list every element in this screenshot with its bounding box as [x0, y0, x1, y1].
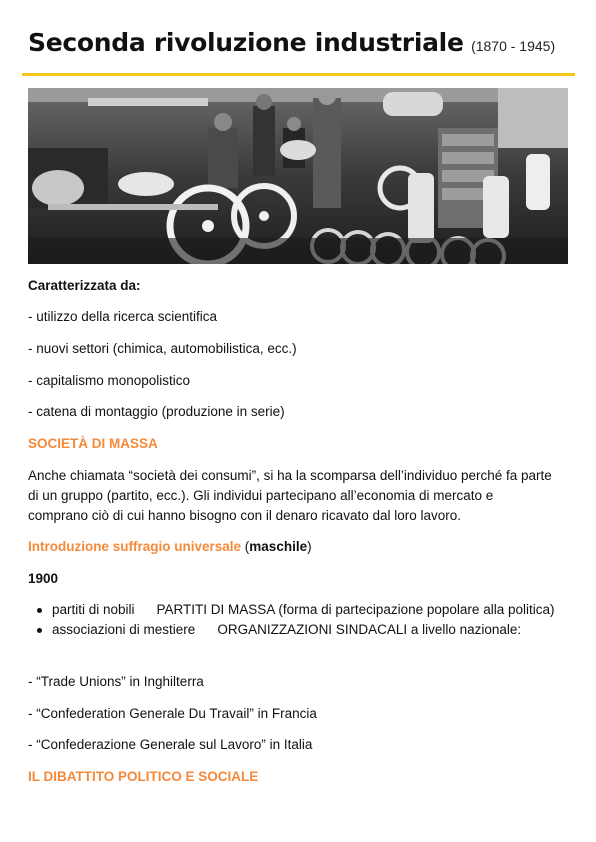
assembly-line-illustration	[28, 88, 568, 264]
union-item: - “Trade Unions” in Inghilterra	[28, 674, 204, 689]
list-item	[28, 620, 558, 639]
transformation-list	[28, 600, 558, 640]
mass-society-paragraph: Anche chiamata “società dei consumi”, si ha la scomparsa dell’individuo perché fa parte di un gruppo (partito, ecc.). Gli individui partecipano all’economia di mercato e comprano ciò di cui hanno bisogno con il denaro ricavato dal loro lavoro.	[28, 468, 552, 523]
section-heading-suffrage: Introduzione suffragio universale	[28, 539, 242, 554]
page-title: Seconda rivoluzione industriale	[28, 28, 464, 57]
intro-item: - nuovi settori (chimica, automobilistica, ecc.)	[28, 341, 297, 356]
intro-item: - capitalismo monopolistico	[28, 373, 191, 388]
bullet-to: PARTITI DI MASSA (forma di partecipazione popolare alla politica)	[156, 602, 555, 617]
intro-item: - catena di montaggio (produzione in serie)	[28, 404, 285, 419]
year-label: 1900	[28, 571, 59, 586]
suffrage-paren-close: )	[307, 539, 312, 554]
union-item: - “Confederazione Generale sul Lavoro” in Italia	[28, 737, 313, 752]
union-item: - “Confederation Generale Du Travail” in Francia	[28, 706, 317, 721]
factory-photo	[28, 88, 568, 264]
intro-item: - utilizzo della ricerca scientifica	[28, 309, 218, 324]
title-years: (1870 - 1945)	[471, 38, 556, 54]
section-heading-mass-society: SOCIETÀ DI MASSA	[28, 436, 158, 451]
bullet-to: ORGANIZZAZIONI SINDACALI a livello nazionale:	[217, 622, 522, 637]
suffrage-qualifier: maschile	[249, 539, 308, 554]
section-heading-debate: IL DIBATTITO POLITICO E SOCIALE	[28, 769, 259, 784]
suffrage-paren-open: (	[244, 539, 250, 554]
suffrage-heading-row	[28, 537, 312, 557]
title-row	[28, 28, 555, 57]
bullet-from: associazioni di mestiere	[52, 622, 196, 637]
bullet-from: partiti di nobili	[52, 602, 135, 617]
list-item	[28, 600, 558, 619]
intro-label: Caratterizzata da:	[28, 278, 141, 293]
title-underline	[22, 73, 575, 76]
